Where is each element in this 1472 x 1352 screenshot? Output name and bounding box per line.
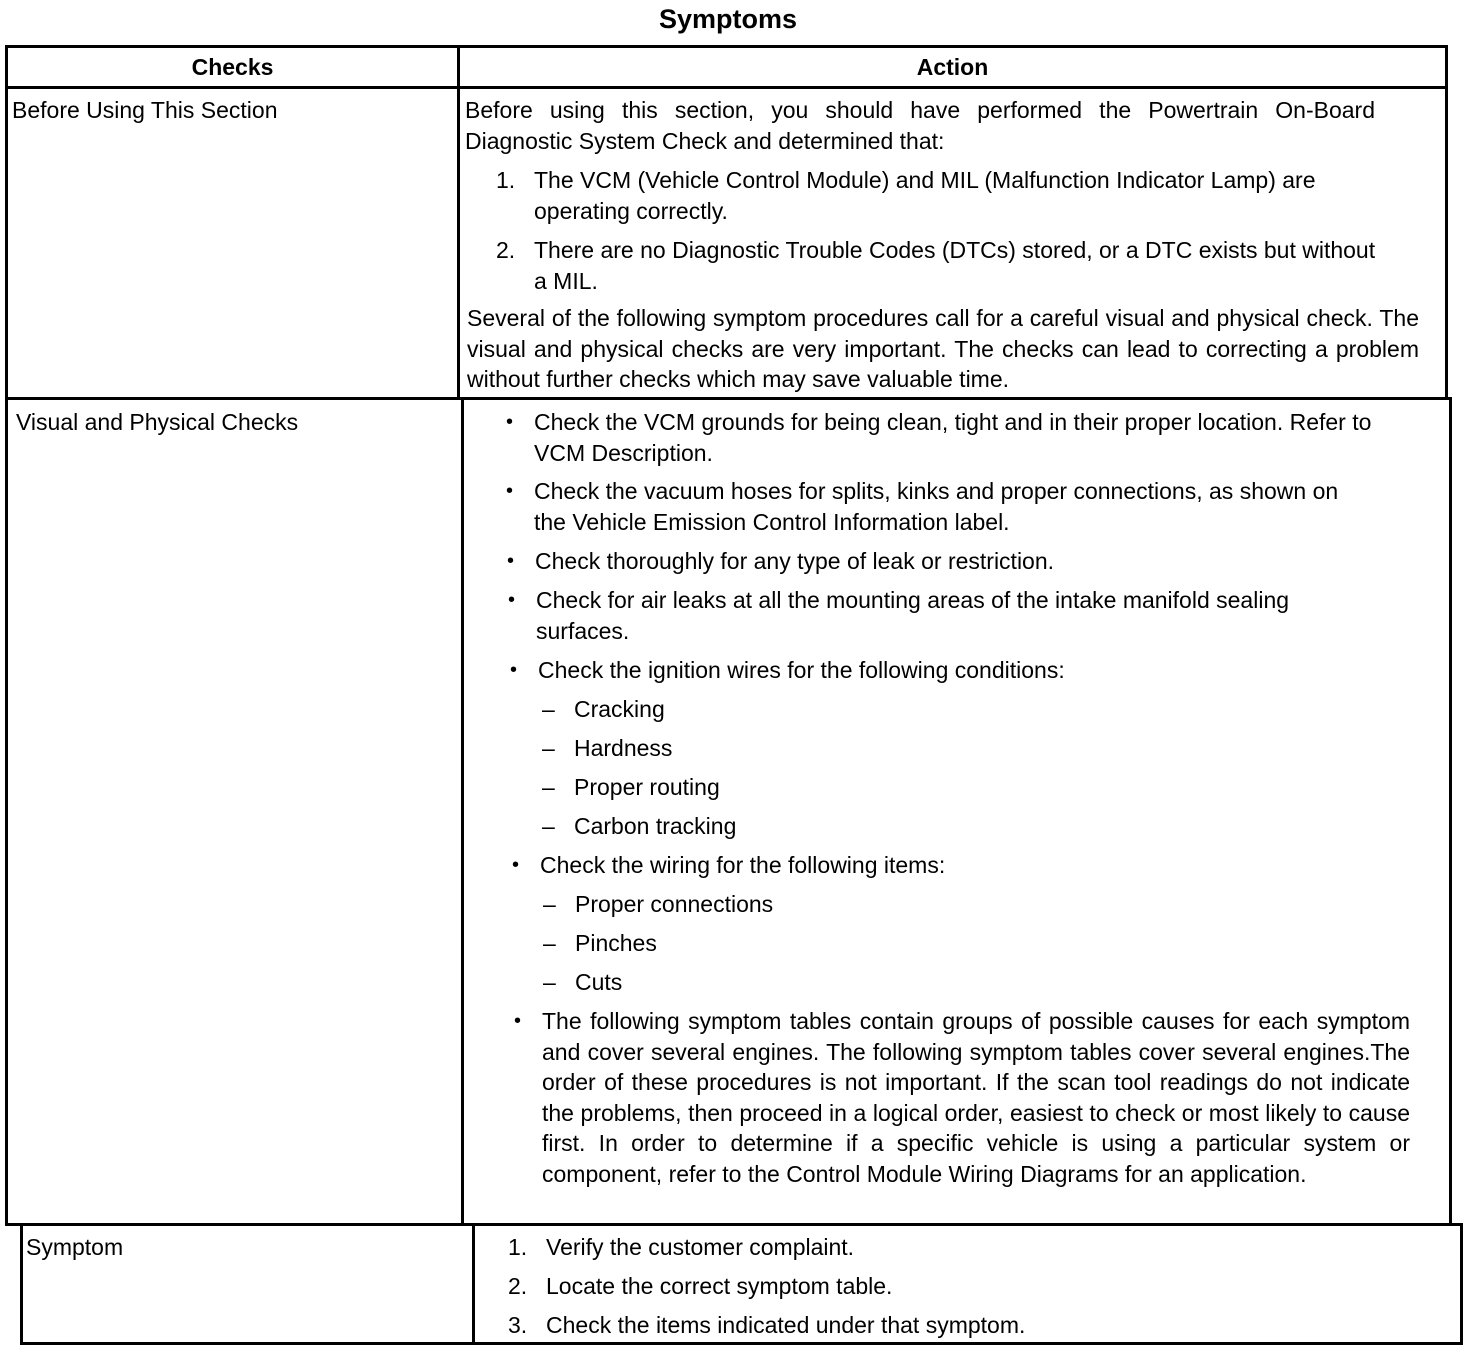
row1-list-item <box>496 165 1376 227</box>
row2-dash-item <box>542 811 736 841</box>
dash-marker: – <box>542 735 555 761</box>
bullet-marker: • <box>506 411 514 433</box>
row2-check-label: Visual and Physical Checks <box>16 409 299 435</box>
bullet-marker: • <box>506 480 514 502</box>
list-text: Locate the correct symptom table. <box>546 1273 893 1299</box>
list-number: 2. <box>496 237 516 263</box>
dash-text: Proper routing <box>574 774 720 800</box>
header-checks: Checks <box>191 54 274 80</box>
bullet-text: Check thoroughly for any type of leak or restriction. <box>535 548 1055 574</box>
list-number: 1. <box>496 167 516 193</box>
dash-text: Carbon tracking <box>574 813 737 839</box>
dash-text: Cuts <box>575 969 623 995</box>
list-number: 2. <box>508 1273 528 1299</box>
row2-bullet-item <box>506 476 1356 537</box>
dash-text: Proper connections <box>575 891 774 917</box>
row2-bullet-item <box>510 655 1410 686</box>
dash-text: Pinches <box>575 930 657 956</box>
row1-check-label: Before Using This Section <box>12 97 278 123</box>
dash-marker: – <box>542 696 555 722</box>
bullet-text: Check for air leaks at all the mounting areas of the intake manifold sealing surfaces. <box>536 587 1290 644</box>
row3-list-item <box>508 1271 1388 1302</box>
dash-text: Cracking <box>574 696 665 722</box>
bullet-marker: • <box>510 659 518 681</box>
bullet-text: Check the wiring for the following items: <box>540 852 946 878</box>
list-text: Verify the customer complaint. <box>546 1234 855 1260</box>
row2-bullet-item <box>512 850 1412 881</box>
row2-bullet-item <box>514 1006 1410 1190</box>
list-text: The VCM (Vehicle Control Module) and MIL (Malfunction Indicator Lamp) are operating correctly. <box>534 167 1316 224</box>
row1-checks-cell <box>5 86 460 400</box>
row3-list-item <box>508 1310 1388 1341</box>
row2-dash-item <box>542 733 672 763</box>
row2-dash-item <box>543 889 773 919</box>
header-action: Action <box>916 54 989 80</box>
bullet-marker: • <box>514 1010 522 1032</box>
row3-check-label: Symptom <box>26 1234 124 1260</box>
bullet-marker: • <box>512 854 520 876</box>
row2-dash-item <box>543 967 622 997</box>
row1-outro-text: Several of the following symptom procedures call for a careful visual and physical check. The visual and physical checks are very important. The checks can lead to correcting a problem without further checks which may save valuable time. <box>467 305 1419 393</box>
dash-marker: – <box>543 930 556 956</box>
dash-marker: – <box>542 774 555 800</box>
row2-dash-item <box>542 772 720 802</box>
bullet-text: Check the VCM grounds for being clean, tight and in their proper location. Refer to VCM Description. <box>534 409 1372 466</box>
dash-text: Hardness <box>574 735 673 761</box>
row1-list-item <box>496 235 1376 297</box>
row2-dash-item <box>543 928 657 958</box>
page-title: Symptoms <box>658 4 798 34</box>
list-number: 1. <box>508 1234 528 1260</box>
bullet-marker: • <box>507 550 515 572</box>
bullet-text: The following symptom tables contain groups of possible causes for each symptom and cover several engines. The following symptom tables cover several engines.The order of these procedures is not important. If the scan tool readings do not indicate the problems, then proceed in a logical order, easiest to check or most likely to cause first. In order to determine if a specific vehicle is using a particular system or component, refer to the Control Module Wiring Diagrams for an application. <box>542 1008 1410 1187</box>
row3-list-item <box>508 1232 1388 1263</box>
row1-intro-text: Before using this section, you should have performed the Powertrain On-Board Diagnostic System Check and determined that: <box>465 97 1375 154</box>
bullet-marker: • <box>508 589 516 611</box>
bullet-text: Check the ignition wires for the following conditions: <box>538 657 1065 683</box>
list-text: Check the items indicated under that symptom. <box>546 1312 1026 1338</box>
row2-bullet-item <box>506 407 1406 468</box>
row2-bullet-item <box>507 546 1407 577</box>
dash-marker: – <box>543 969 556 995</box>
dash-marker: – <box>542 813 555 839</box>
bullet-text: Check the vacuum hoses for splits, kinks and proper connections, as shown on the Vehicle Emission Control Information label. <box>534 478 1339 535</box>
row2-checks-cell <box>5 397 464 1226</box>
dash-marker: – <box>543 891 556 917</box>
list-text: There are no Diagnostic Trouble Codes (DTCs) stored, or a DTC exists but without a MIL. <box>534 237 1376 294</box>
row2-bullet-item <box>508 585 1338 646</box>
list-number: 3. <box>508 1312 528 1338</box>
row2-dash-item <box>542 694 665 724</box>
